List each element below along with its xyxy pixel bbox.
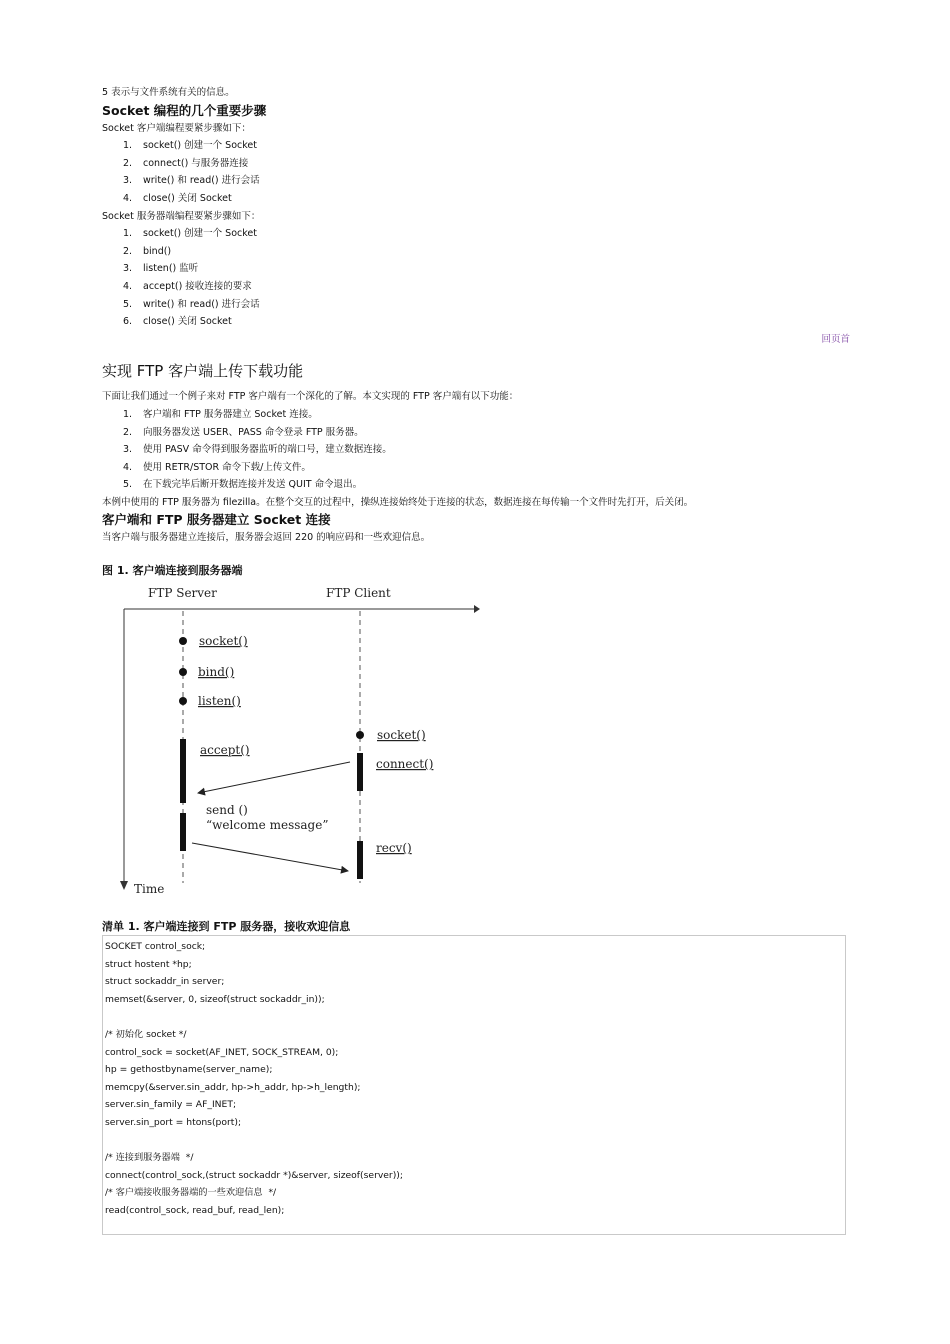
code-line: SOCKET control_sock;: [105, 941, 206, 953]
socket-section-title: Socket 编程的几个重要步骤: [102, 102, 267, 118]
list-item-text: 在下载完毕后断开数据连接并发送 QUIT 命令退出。: [143, 479, 363, 491]
send-arrow: [192, 843, 348, 871]
list-item-text: socket() 创建一个 Socket: [143, 140, 257, 152]
list-item: 4. 使用 RETR/STOR 命令下载/上传文件。: [123, 461, 311, 473]
list-item-text: connect() 与服务器连接: [143, 157, 249, 169]
list-item: 4. close() 关闭 Socket: [123, 192, 232, 204]
list-item-text: 使用 PASV 命令得到服务器监听的端口号，建立数据连接。: [143, 444, 392, 456]
server-call-bind: bind(): [198, 665, 235, 680]
client-socket-dot: [356, 731, 364, 739]
server-steps-list: [102, 225, 850, 331]
client-steps-intro: Socket 客户端编程要紧步骤如下：: [102, 122, 251, 134]
ftp-subsection-title: 客户端和 FTP 服务器建立 Socket 连接: [102, 512, 331, 528]
server-listen-dot: [179, 697, 187, 705]
list-item: 3. write() 和 read() 进行会话: [123, 175, 260, 187]
document-page: [102, 84, 850, 1235]
list-item-text: 使用 RETR/STOR 命令下载/上传文件。: [143, 461, 311, 473]
top-axis-arrowhead-icon: [474, 605, 480, 613]
server-call-listen: listen(): [198, 694, 241, 709]
server-send-activation: [180, 813, 186, 851]
server-call-accept: accept(): [200, 743, 250, 758]
code-line: control_sock = socket(AF_INET, SOCK_STREAM, 0);: [105, 1046, 339, 1058]
list-item: 1. socket() 创建一个 Socket: [123, 140, 257, 152]
client-steps-list: [102, 137, 850, 207]
list-item: 6. close() 关闭 Socket: [123, 316, 232, 328]
time-axis-label: Time: [134, 882, 165, 897]
code-line: struct sockaddr_in server;: [105, 976, 225, 988]
back-to-top-link[interactable]: 回页首: [821, 333, 850, 345]
server-accept-activation: [180, 739, 186, 803]
client-call-recv: recv(): [376, 841, 412, 856]
server-column-label: FTP Server: [148, 586, 217, 601]
list-item-text: bind(): [143, 245, 172, 257]
code-line: read(control_sock, read_buf, read_len);: [105, 1204, 285, 1216]
server-socket-dot: [179, 637, 187, 645]
client-column-label: FTP Client: [326, 586, 391, 601]
ftp-section-title: 实现 FTP 客户端上传下载功能: [102, 362, 304, 381]
code-line: /* 初始化 socket */: [105, 1029, 187, 1041]
code-listing: [102, 935, 846, 1235]
list-item: 2. connect() 与服务器连接: [123, 157, 249, 169]
list-item: 1. 客户端和 FTP 服务器建立 Socket 连接。: [123, 408, 318, 420]
code-line: server.sin_port = htons(port);: [105, 1117, 242, 1128]
code-line: /* 客户端接收服务器端的一些欢迎信息 */: [105, 1187, 277, 1199]
code-line: connect(control_sock,(struct sockaddr *)&server, sizeof(server));: [105, 1169, 403, 1181]
code-line: memset(&server, 0, sizeof(struct sockaddr_in));: [105, 993, 325, 1005]
code-line: /* 连接到服务器端 */: [105, 1152, 194, 1164]
code-line: hp = gethostbyname(server_name);: [105, 1064, 273, 1076]
code-line: [105, 1132, 843, 1150]
code-line: server.sin_family = AF_INET;: [105, 1099, 237, 1111]
ftp-intro: 下面让我们通过一个例子来对 FTP 客户端有一个深化的了解。本文实现的 FTP 客户端有以下功能：: [102, 391, 519, 403]
sequence-diagram: [102, 583, 482, 905]
welcome-message-label: “welcome message”: [206, 818, 329, 833]
list-item-text: write() 和 read() 进行会话: [143, 298, 260, 310]
list-item-text: write() 和 read() 进行会话: [143, 175, 260, 187]
code-line: memcpy(&server.sin_addr, hp->h_addr, hp->h_length);: [105, 1081, 361, 1093]
client-call-socket: socket(): [377, 728, 426, 743]
server-bind-dot: [179, 668, 187, 676]
connect-arrow: [198, 762, 350, 793]
list-item: 3. 使用 PASV 命令得到服务器监听的端口号，建立数据连接。: [123, 444, 392, 456]
list-item: 5. write() 和 read() 进行会话: [123, 298, 260, 310]
figure-caption: 图 1. 客户端连接到服务器端: [102, 564, 243, 578]
list-item-text: 向服务器发送 USER、PASS 命令登录 FTP 服务器。: [143, 426, 364, 438]
list-item-text: accept() 接收连接的要求: [143, 280, 252, 292]
listing-caption: 清单 1. 客户端连接到 FTP 服务器，接收欢迎信息: [102, 920, 351, 934]
send-label: send (): [206, 803, 248, 818]
list-item-text: 客户端和 FTP 服务器建立 Socket 连接。: [143, 408, 318, 420]
list-item-text: close() 关闭 Socket: [143, 192, 232, 204]
code-line: struct hostent *hp;: [105, 958, 192, 970]
list-item: 3. listen() 监听: [123, 263, 199, 275]
ftp-server-note: 本例中使用的 FTP 服务器为 filezilla。在整个交互的过程中，操纵连接始终处于连接的状态，数据连接在每传输一个文件时先打开，后关闭。: [102, 496, 694, 508]
code-line: [105, 1008, 843, 1026]
client-recv-activation: [357, 841, 363, 879]
intro-line: 5 表示与文件系统有关的信息。: [102, 87, 235, 98]
server-steps-intro: Socket 服务器端编程要紧步骤如下：: [102, 210, 261, 222]
list-item: 2. bind(): [123, 245, 172, 257]
time-axis-arrowhead-icon: [120, 881, 128, 890]
client-connect-activation: [357, 753, 363, 791]
list-item-text: listen() 监听: [143, 263, 199, 275]
list-item-text: close() 关闭 Socket: [143, 316, 232, 328]
list-item: 2. 向服务器发送 USER、PASS 命令登录 FTP 服务器。: [123, 426, 364, 438]
list-item-text: socket() 创建一个 Socket: [143, 228, 257, 240]
server-call-socket: socket(): [199, 634, 248, 649]
ftp-features-list: [102, 406, 850, 494]
list-item: 4. accept() 接收连接的要求: [123, 280, 252, 292]
client-call-connect: connect(): [376, 757, 434, 772]
list-item: 1. socket() 创建一个 Socket: [123, 228, 257, 240]
ftp-subsection-text: 当客户端与服务器建立连接后，服务器会返回 220 的响应码和一些欢迎信息。: [102, 532, 431, 544]
list-item: 5. 在下载完毕后断开数据连接并发送 QUIT 命令退出。: [123, 479, 363, 491]
